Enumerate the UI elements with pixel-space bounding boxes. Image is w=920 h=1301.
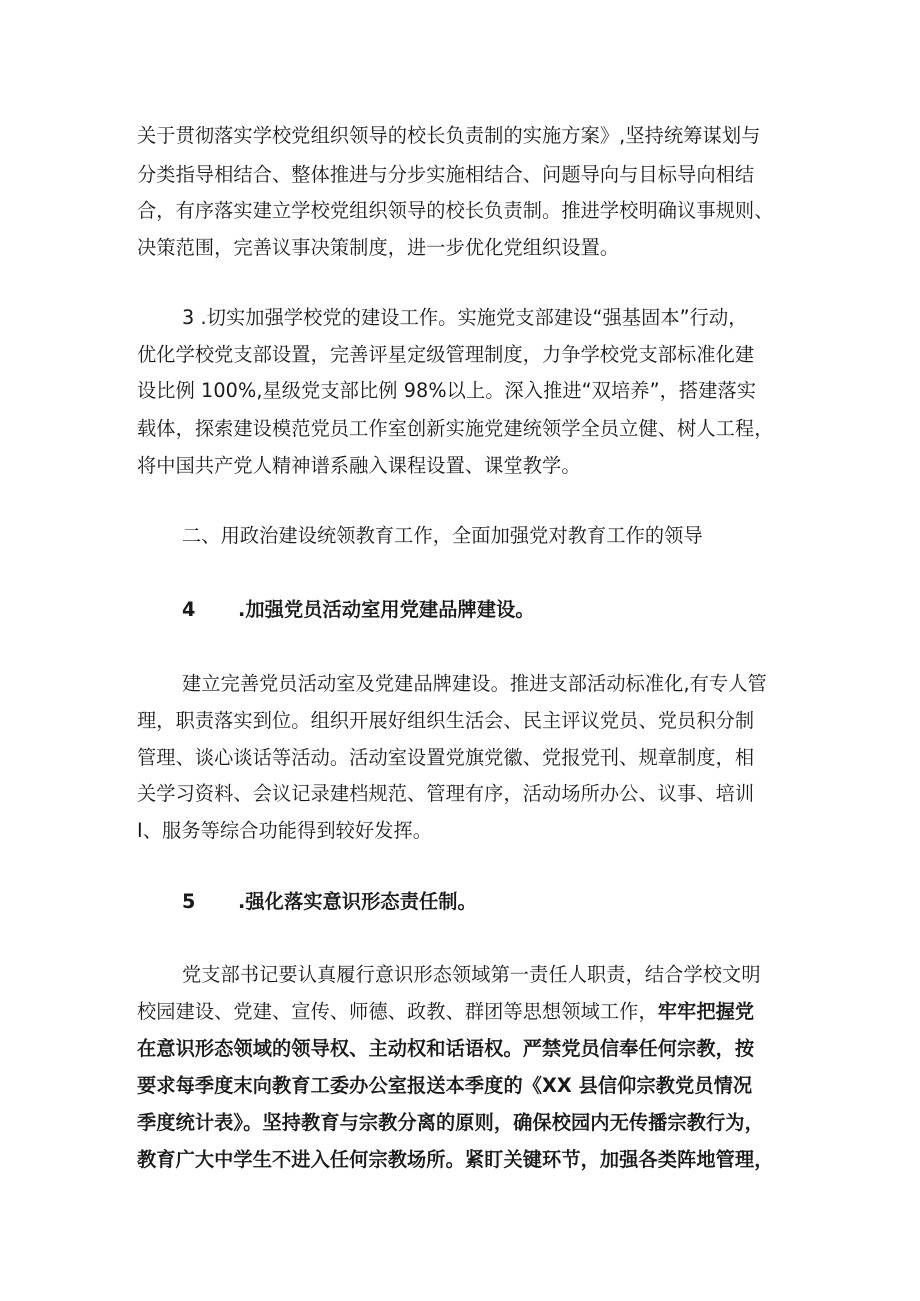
- section-heading: 二、用政治建设统领教育工作，全面加强党对教育工作的领导: [182, 524, 703, 547]
- text-line: 载体，探索建设模范党员工作室创新实施党建统领学全员立健、树人工程，: [137, 417, 774, 440]
- item-number: 4: [182, 598, 196, 621]
- text-line: 季度统计表》。坚持教育与宗教分离的原则，确保校园内无传播宗教行为，: [137, 1111, 764, 1134]
- text-line: 在意识形态领域的领导权、主动权和话语权。严禁党员信奉任何宗教，按: [137, 1037, 755, 1060]
- item-4-heading: [182, 595, 842, 625]
- item-5-heading: [182, 887, 842, 917]
- text-line: [137, 997, 797, 1027]
- text-bold: 牢牢把握党: [657, 1000, 755, 1023]
- text-line: 分类指导相结合、整体推进与分步实施相结合、问题导向与目标导向相结: [137, 163, 755, 186]
- text-line: 设比例 100%,星级党支部比例 98%以上。深入推进“双培养”，搭建落实: [137, 379, 757, 402]
- text-line: 党支部书记要认真履行意识形态领域第一责任人职责，结合学校文明: [182, 963, 761, 986]
- text-line: 关于贯彻落实学校党组织领导的校长负责制的实施方案》,坚持统筹谋划与: [137, 124, 761, 147]
- text-line: 教育广大中学生不进入任何宗教场所。紧盯关键环节，加强各类阵地管理，: [137, 1148, 774, 1171]
- text-line: 合，有序落实建立学校党组织领导的校长负责制。推进学校明确议事规则、: [137, 199, 774, 222]
- text-line: 建立完善党员活动室及党建品牌建设。推进支部活动标准化,有专人管: [182, 672, 767, 695]
- text-line: 优化学校党支部设置，完善评星定级管理制度，力争学校党支部标准化建: [137, 343, 755, 366]
- text-line: 关学习资料、会议记录建档规范、管理有序，活动场所办公、议事、培训: [137, 782, 755, 805]
- text-line: 要求每季度末向教育工委办公室报送本季度的《XX 县信仰宗教党员情况: [137, 1074, 753, 1097]
- item-title: .加强党员活动室用党建品牌建设。: [238, 598, 535, 621]
- text-line: 管理、谈心谈话等活动。活动室设置党旗党徽、党报党刊、规章制度，相: [137, 746, 755, 769]
- text-line: 将中国共产党人精神谱系融入课程设置、课堂教学。: [137, 454, 581, 477]
- item-title: .强化落实意识形态责任制。: [238, 890, 477, 913]
- text-line: I、服务等综合功能得到较好发挥。: [137, 819, 433, 842]
- text-normal: 校园建设、党建、宣传、师德、政教、群团等思想领域工作，: [137, 1000, 658, 1023]
- item-number: 5: [182, 890, 196, 913]
- text-line: 决策范围，完善议事决策制度，进一步优化党组织设置。: [137, 236, 620, 259]
- text-line: 3 .切实加强学校党的建设工作。实施党支部建设“强基固本”行动，: [182, 306, 748, 329]
- text-line: 理，职责落实到位。组织开展好组织生活会、民主评议党员、党员积分制: [137, 709, 755, 732]
